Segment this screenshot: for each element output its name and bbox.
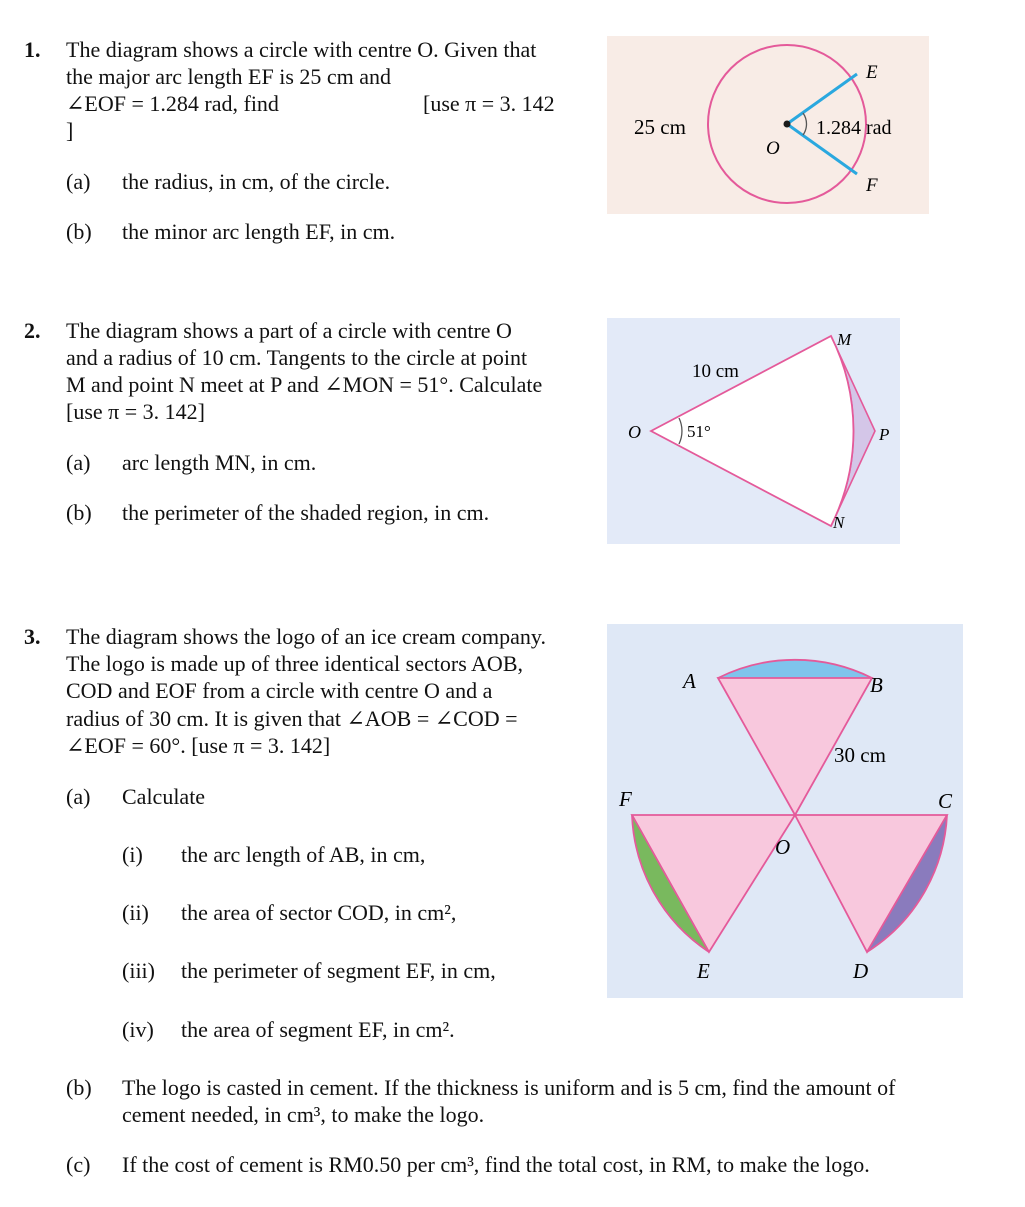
- q1-angle-label: 1.284 rad: [816, 117, 892, 139]
- q3-subpart-iv-label: (iv): [122, 1017, 154, 1042]
- q1-part-b-text: the minor arc length EF, in cm.: [122, 219, 396, 244]
- q3-line-3: COD and EOF from a circle with centre O and a: [66, 678, 493, 703]
- q1-part-b-label: (b): [66, 219, 92, 244]
- q3-line-4: radius of 30 cm. It is given that ∠AOB = ∠COD =: [66, 706, 518, 731]
- q3-point-e: E: [697, 959, 710, 983]
- q2-part-a-text: arc length MN, in cm.: [122, 450, 317, 475]
- q2-point-n: N: [833, 513, 845, 532]
- q3-part-c-label: (c): [66, 1152, 91, 1177]
- q3-number: 3.: [24, 624, 41, 649]
- q2-line-2: and a radius of 10 cm. Tangents to the circle at point: [66, 345, 528, 370]
- q2-part-b-label: (b): [66, 500, 92, 525]
- q2-centre-label: O: [628, 422, 641, 442]
- q3-point-f: F: [619, 787, 632, 811]
- q2-line-1: The diagram shows a part of a circle with centre O: [66, 318, 512, 343]
- q3-part-a-text: Calculate: [122, 784, 206, 809]
- q3-point-b: B: [870, 673, 883, 697]
- q3-subpart-iv-text: the area of segment EF, in cm².: [181, 1017, 455, 1042]
- q3-part-a-label: (a): [66, 784, 91, 809]
- q1-part-a-text: the radius, in cm, of the circle.: [122, 169, 391, 194]
- q3-centre-label: O: [775, 835, 791, 859]
- q3-line-1: The diagram shows the logo of an ice cream company.: [66, 624, 546, 649]
- q1-circle-diagram: [607, 36, 929, 214]
- q3-part-c-text: If the cost of cement is RM0.50 per cm³, find the total cost, in RM, to make the logo.: [122, 1152, 870, 1177]
- q3-point-c: C: [938, 789, 953, 813]
- q1-line-3: ∠EOF = 1.284 rad, find: [66, 91, 279, 116]
- q2-part-b-text: the perimeter of the shaded region, in cm.: [122, 500, 490, 525]
- q2-radius-label: 10 cm: [692, 361, 739, 382]
- q2-sector-diagram: [607, 318, 900, 544]
- q1-part-a-label: (a): [66, 169, 91, 194]
- q3-radius-label: 30 cm: [834, 743, 886, 767]
- q3-subpart-ii-label: (ii): [122, 900, 149, 925]
- q3-subpart-iii-text: the perimeter of segment EF, in cm,: [181, 958, 496, 983]
- q2-angle-label: 51°: [687, 422, 711, 441]
- q1-line-2: the major arc length EF is 25 cm and: [66, 64, 392, 89]
- q3-subpart-i-label: (i): [122, 842, 143, 867]
- q3-line-5: ∠EOF = 60°. [use π = 3. 142]: [66, 733, 331, 758]
- q1-line-4: [use π = 3. 142: [423, 91, 555, 116]
- q2-number: 2.: [24, 318, 41, 343]
- q1-centre-dot: [784, 121, 791, 128]
- q3-subpart-ii-text: the area of sector COD, in cm²,: [181, 900, 457, 925]
- q1-point-f: F: [866, 175, 878, 196]
- q1-arc-label: 25 cm: [634, 115, 686, 139]
- q2-line-3: M and point N meet at P and ∠MON = 51°. Calculate: [66, 372, 543, 397]
- q3-point-a: A: [683, 669, 696, 693]
- q3-part-b-label: (b): [66, 1075, 92, 1100]
- q3-subpart-i-text: the arc length of AB, in cm,: [181, 842, 426, 867]
- q3-point-d: D: [853, 959, 869, 983]
- q2-line-4: [use π = 3. 142]: [66, 399, 205, 424]
- q2-point-p: P: [879, 425, 890, 444]
- q3-part-b-line-1: The logo is casted in cement. If the thickness is uniform and is 5 cm, find the amount of: [122, 1075, 896, 1100]
- q3-line-2: The logo is made up of three identical sectors AOB,: [66, 651, 523, 676]
- q2-point-m: M: [837, 330, 852, 349]
- q2-part-a-label: (a): [66, 450, 91, 475]
- q1-number: 1.: [24, 37, 41, 62]
- q1-line-5: ]: [66, 118, 74, 143]
- q1-point-e: E: [866, 62, 878, 83]
- q3-subpart-iii-label: (iii): [122, 958, 155, 983]
- q3-part-b-line-2: cement needed, in cm³, to make the logo.: [122, 1102, 485, 1127]
- q1-centre-label: O: [766, 138, 780, 159]
- q3-logo-diagram: [607, 624, 963, 998]
- q1-line-1: The diagram shows a circle with centre O. Given that: [66, 37, 537, 62]
